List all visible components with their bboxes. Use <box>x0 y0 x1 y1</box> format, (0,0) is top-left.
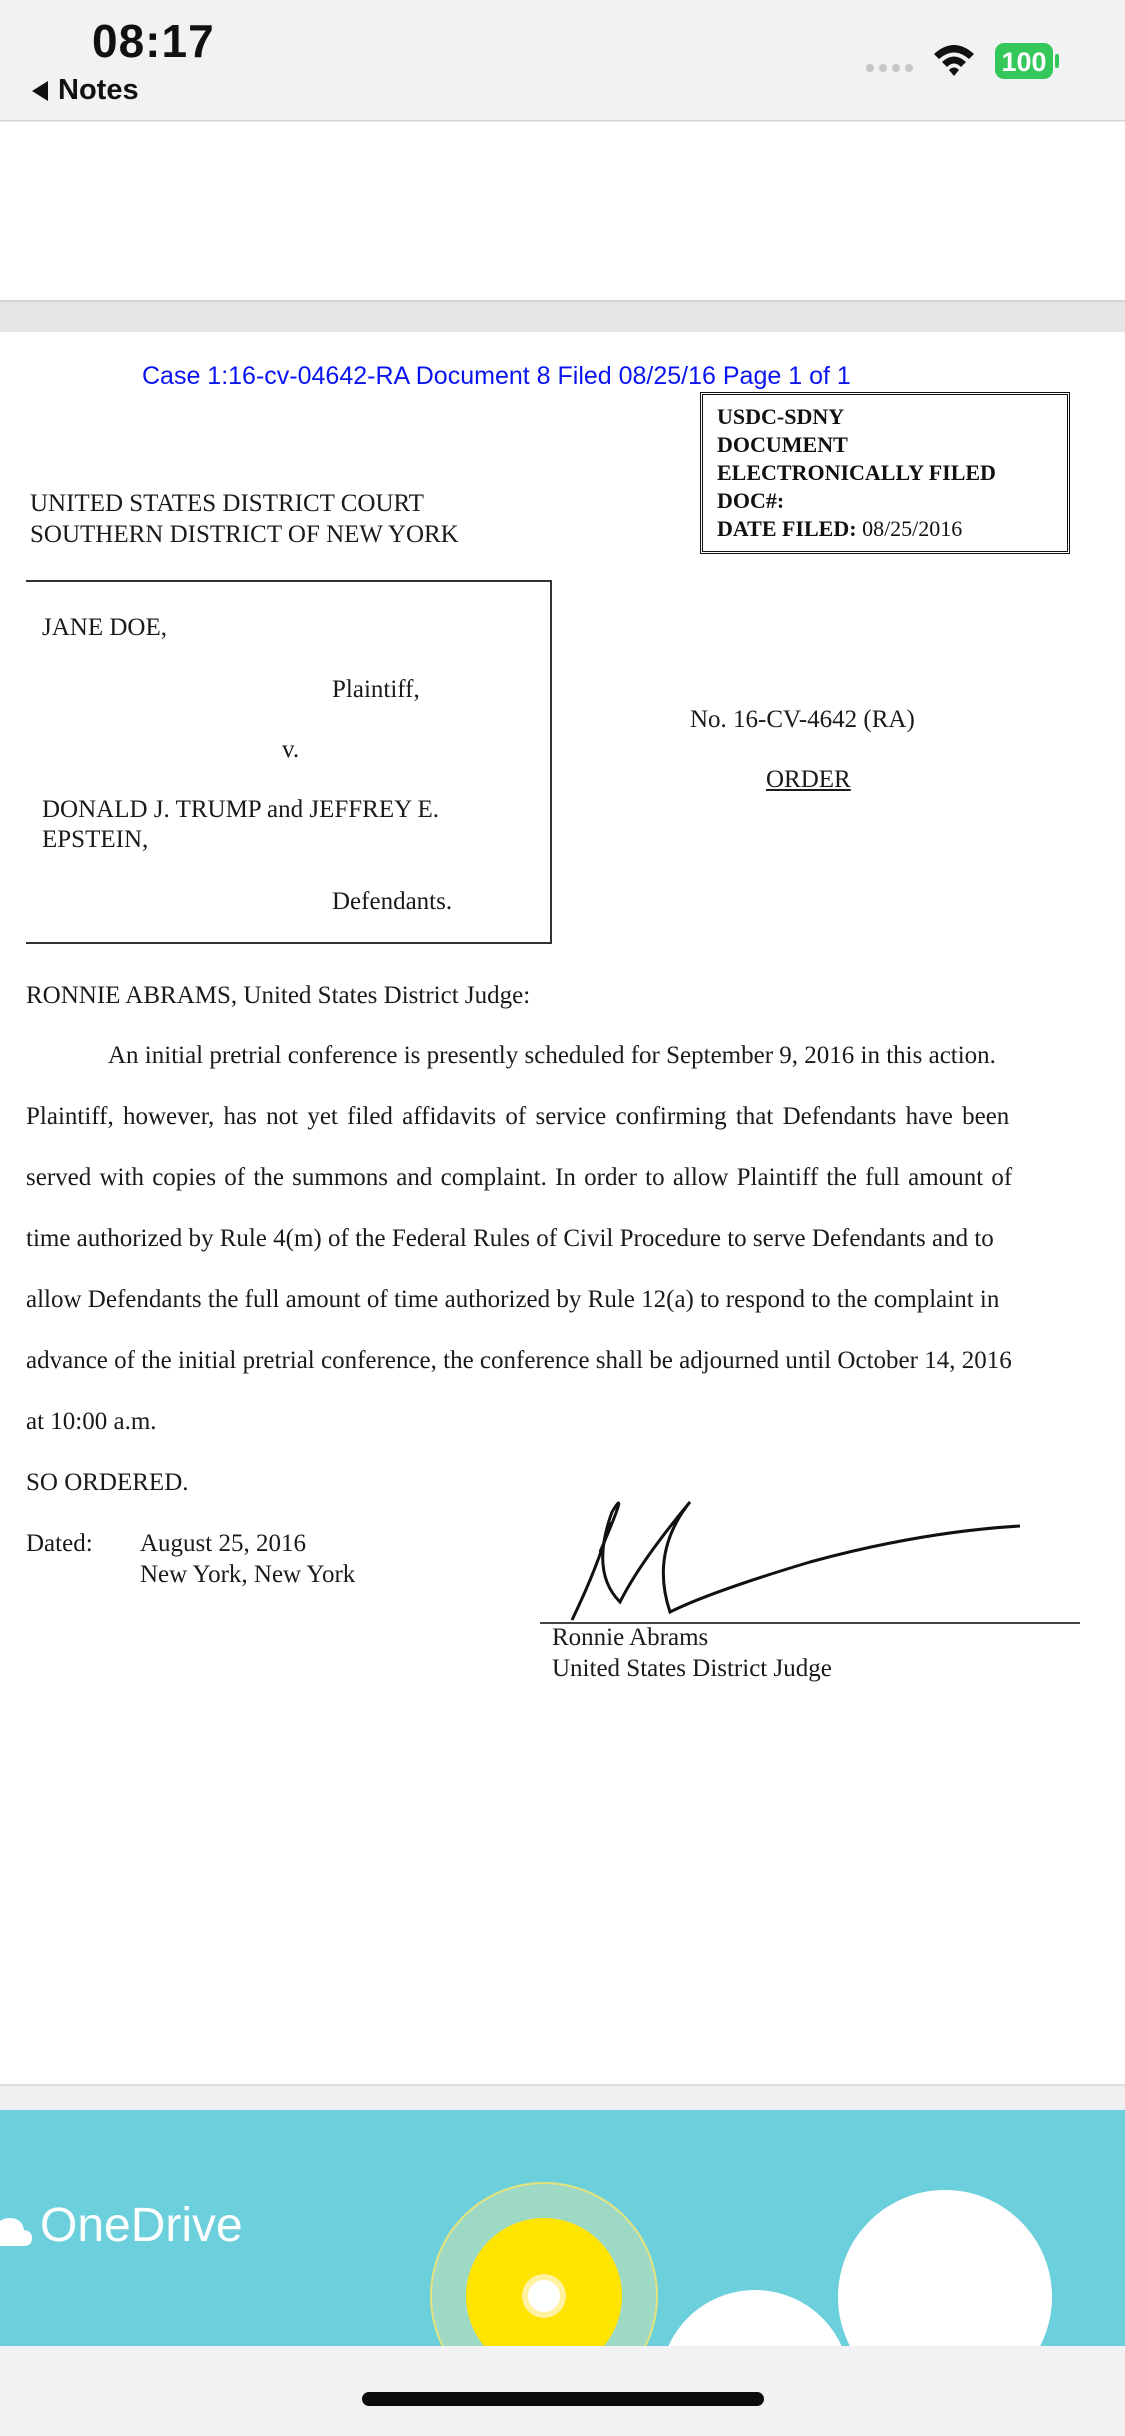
previous-page-bottom <box>0 122 1125 300</box>
dated-location: New York, New York <box>140 1561 356 1588</box>
judge-signature <box>560 1482 1040 1622</box>
stamp-date-row <box>717 515 1053 543</box>
case-number: No. 16-CV-4642 (RA) <box>690 706 915 733</box>
defendants-names-cont: EPSTEIN, <box>42 826 149 853</box>
cloud-graphic <box>838 2190 1052 2346</box>
onedrive-banner[interactable] <box>0 2110 1125 2346</box>
defendants-names: DONALD J. TRUMP and JEFFREY E. <box>42 796 440 823</box>
back-label: Notes <box>58 74 139 106</box>
battery-indicator <box>994 42 1060 80</box>
back-arrow-icon <box>32 81 48 101</box>
stamp-line: DOC#: <box>717 488 785 513</box>
plaintiff-name: JANE DOE, <box>42 614 167 641</box>
cellular-signal-icon <box>866 64 913 72</box>
stamp-date-value: 08/25/2016 <box>862 516 963 541</box>
body-line: at 10:00 a.m. <box>26 1408 157 1435</box>
status-time: 08:17 <box>92 15 215 67</box>
body-line: advance of the initial pretrial conference, the conference shall be adjourned until October 14, 2016 <box>26 1347 1012 1374</box>
plaintiff-role: Plaintiff, <box>332 676 420 703</box>
bottom-bar <box>0 2346 1125 2436</box>
body-line: Plaintiff, however, has not yet filed affidavits of service confirming that Defendants have been <box>26 1103 1010 1130</box>
sun-core-graphic <box>522 2274 566 2318</box>
home-indicator[interactable] <box>362 2392 764 2406</box>
signer-title: United States District Judge <box>552 1655 832 1682</box>
battery-icon <box>994 42 1060 80</box>
judge-line: RONNIE ABRAMS, United States District Judge: <box>26 982 531 1009</box>
stamp-line: DOCUMENT <box>717 432 848 457</box>
case-header: Case 1:16-cv-04642-RA Document 8 Filed 08/25/16 Page 1 of 1 <box>142 362 851 390</box>
dated-date: August 25, 2016 <box>140 1530 306 1557</box>
body-line: allow Defendants the full amount of time authorized by Rule 12(a) to respond to the complaint in <box>26 1286 1000 1313</box>
banner-gap <box>0 2084 1125 2112</box>
cloud-graphic <box>660 2290 850 2346</box>
onedrive-logo-text: OneDrive <box>40 2199 243 2252</box>
dated-label: Dated: <box>26 1530 93 1557</box>
back-to-notes-button[interactable] <box>32 74 139 107</box>
order-title: ORDER <box>766 766 851 793</box>
stamp-line: USDC-SDNY <box>717 404 845 429</box>
body-line: time authorized by Rule 4(m) of the Federal Rules of Civil Procedure to serve Defendants and to <box>26 1225 994 1252</box>
wifi-icon <box>932 42 976 78</box>
defendants-role: Defendants. <box>332 888 453 915</box>
stamp-line: ELECTRONICALLY FILED <box>717 460 996 485</box>
so-ordered: SO ORDERED. <box>26 1469 189 1496</box>
court-name: UNITED STATES DISTRICT COURT <box>30 490 424 517</box>
court-district: SOUTHERN DISTRICT OF NEW YORK <box>30 521 459 548</box>
battery-level: 100 <box>1001 47 1047 77</box>
versus-label: v. <box>282 736 300 763</box>
body-line: served with copies of the summons and complaint. In order to allow Plaintiff the full amount of <box>26 1164 1013 1191</box>
filing-stamp <box>700 392 1070 554</box>
signer-name: Ronnie Abrams <box>552 1624 709 1651</box>
body-line: An initial pretrial conference is presently scheduled for September 9, 2016 in this action. <box>108 1042 996 1069</box>
page-divider <box>0 300 1125 334</box>
stamp-date-label: DATE FILED: <box>717 516 857 541</box>
document-page[interactable] <box>0 332 1125 2084</box>
onedrive-cloud-icon <box>0 2212 32 2246</box>
